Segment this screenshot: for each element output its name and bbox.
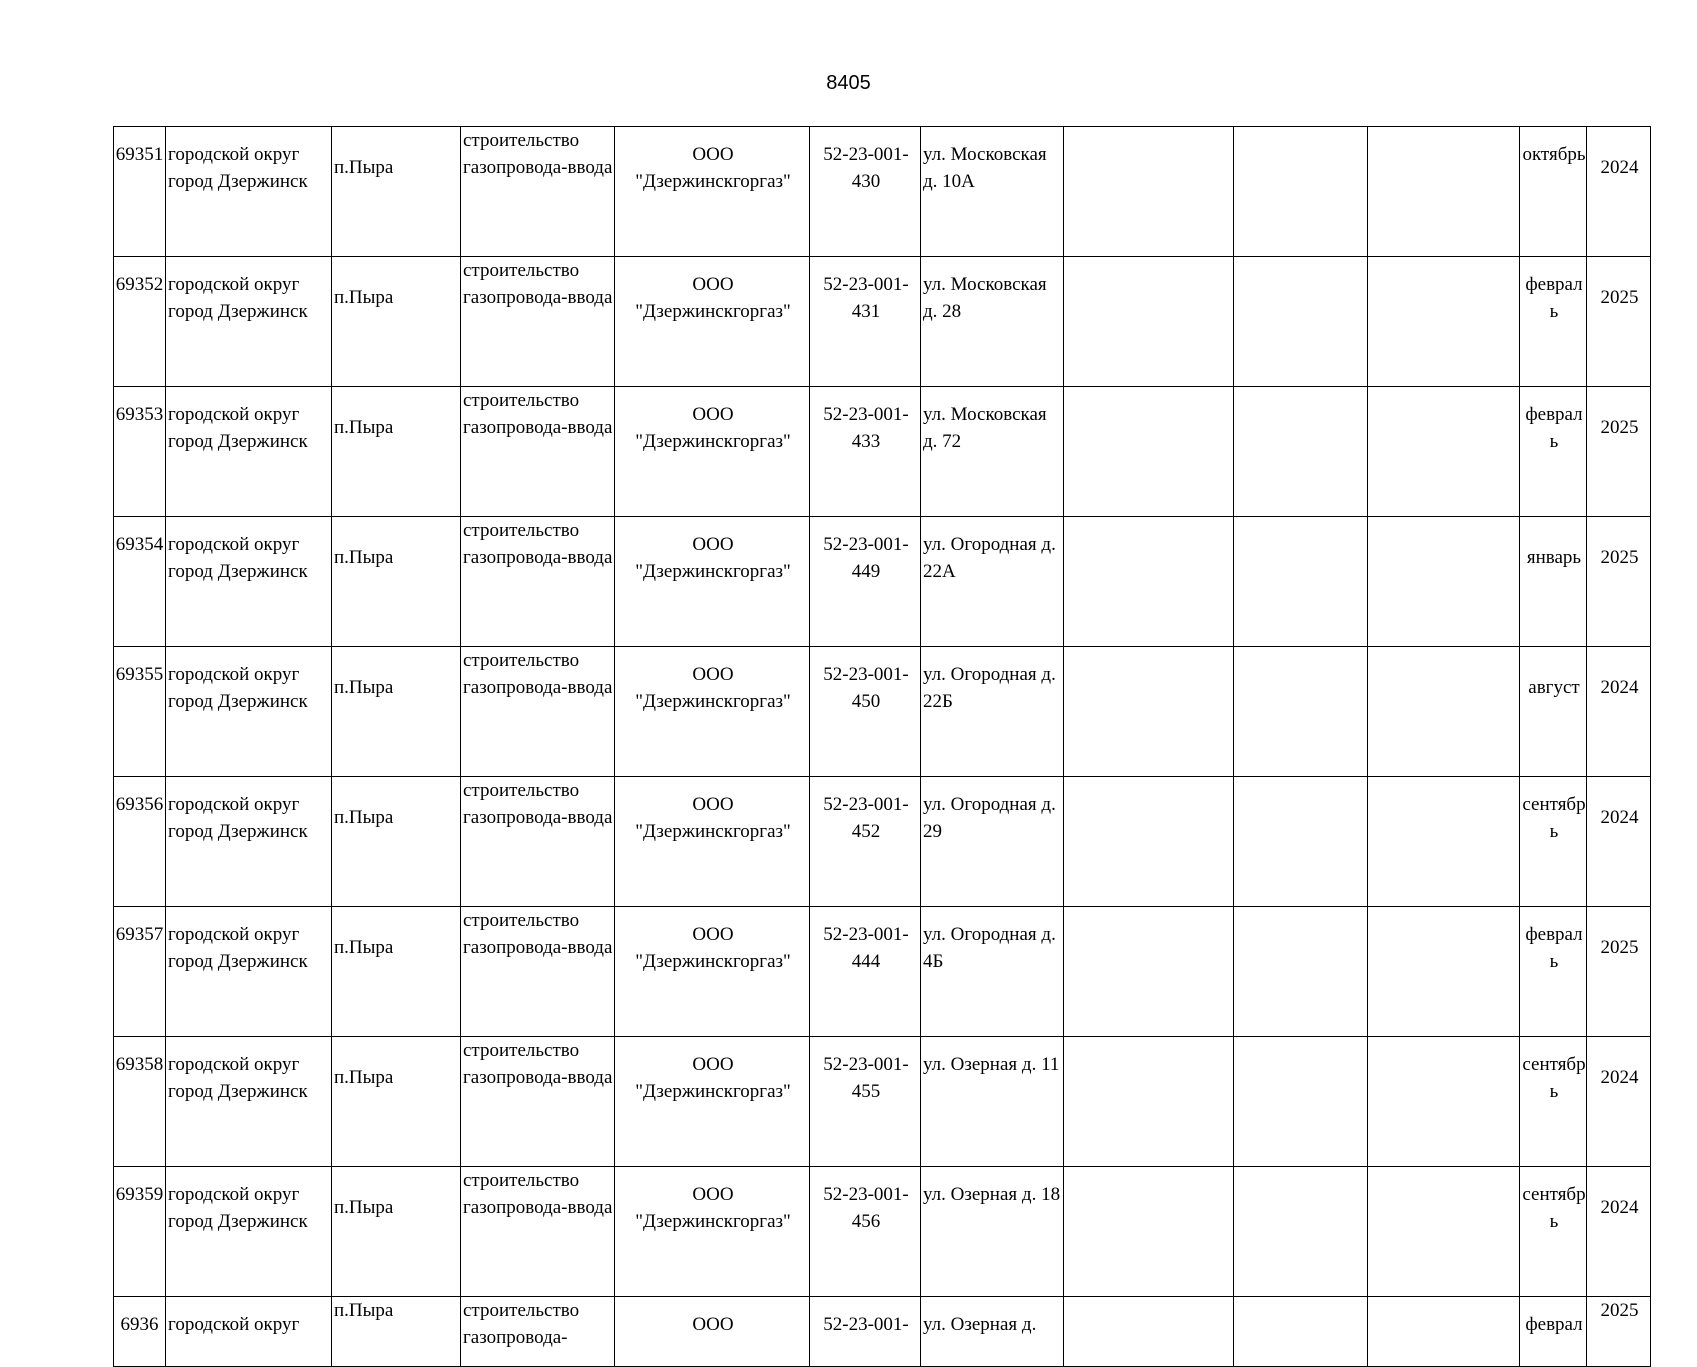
municipality-cell: городской округ город Дзержинск	[166, 257, 332, 387]
organization-name: "Дзержинскгоргаз"	[635, 951, 791, 972]
address-cell: ул. Огородная д. 22А	[921, 517, 1064, 647]
empty-cell	[1368, 777, 1520, 907]
organization-cell	[615, 517, 810, 647]
organization-form: ООО	[692, 794, 734, 815]
table-row	[114, 777, 1651, 907]
work-type-cell: строительство газопровода-ввода	[461, 907, 615, 1037]
table-row	[114, 1297, 1651, 1367]
month-cell: сентябрь	[1520, 777, 1587, 907]
object-code-suffix: 430	[851, 171, 881, 192]
table-row	[114, 647, 1651, 777]
month-cell: сентябрь	[1520, 1037, 1587, 1167]
table-row	[114, 257, 1651, 387]
object-code-prefix: 52-23-001-	[823, 1054, 909, 1075]
month-cell: февраль	[1520, 257, 1587, 387]
row-number: 69359	[114, 1167, 166, 1297]
organization-form: ООО	[692, 1314, 734, 1335]
municipality-cell: городской округ город Дзержинск	[166, 777, 332, 907]
year-cell: 2025	[1587, 907, 1651, 1037]
organization-cell	[615, 127, 810, 257]
table-row	[114, 907, 1651, 1037]
empty-cell	[1234, 907, 1368, 1037]
locality-cell: п.Пыра	[332, 257, 461, 387]
organization-form: ООО	[692, 664, 734, 685]
empty-cell	[1064, 127, 1234, 257]
empty-cell	[1234, 647, 1368, 777]
row-number: 69355	[114, 647, 166, 777]
organization-name: "Дзержинскгоргаз"	[635, 821, 791, 842]
empty-cell	[1368, 257, 1520, 387]
municipality-cell: городской округ город Дзержинск	[166, 387, 332, 517]
object-code-cell	[810, 1037, 921, 1167]
address-cell: ул. Озерная д. 11	[921, 1037, 1064, 1167]
month-cell: август	[1520, 647, 1587, 777]
empty-cell	[1368, 1037, 1520, 1167]
empty-cell	[1234, 517, 1368, 647]
empty-cell	[1064, 1297, 1234, 1367]
empty-cell	[1234, 777, 1368, 907]
organization-cell	[615, 1297, 810, 1367]
locality-cell: п.Пыра	[332, 1167, 461, 1297]
works-table	[113, 126, 1651, 1367]
address-cell: ул. Московская д. 10А	[921, 127, 1064, 257]
empty-cell	[1234, 257, 1368, 387]
address-cell: ул. Московская д. 28	[921, 257, 1064, 387]
empty-cell	[1064, 1167, 1234, 1297]
row-number: 69353	[114, 387, 166, 517]
row-number: 69354	[114, 517, 166, 647]
organization-cell	[615, 777, 810, 907]
object-code-prefix: 52-23-001-	[823, 144, 909, 165]
month-cell: октябрь	[1520, 127, 1587, 257]
municipality-cell: городской округ	[166, 1297, 332, 1367]
municipality-cell: городской округ город Дзержинск	[166, 907, 332, 1037]
work-type-cell: строительство газопровода-ввода	[461, 1167, 615, 1297]
table-row	[114, 1037, 1651, 1167]
year-cell: 2024	[1587, 1167, 1651, 1297]
organization-cell	[615, 1167, 810, 1297]
organization-form: ООО	[692, 924, 734, 945]
object-code-prefix: 52-23-001-	[823, 404, 909, 425]
organization-name: "Дзержинскгоргаз"	[635, 1081, 791, 1102]
organization-name: "Дзержинскгоргаз"	[635, 561, 791, 582]
work-type-cell: строительство газопровода-ввода	[461, 647, 615, 777]
object-code-prefix: 52-23-001-	[823, 924, 909, 945]
month-cell: февраль	[1520, 907, 1587, 1037]
organization-name: "Дзержинскгоргаз"	[635, 1211, 791, 1232]
work-type-cell: строительство газопровода-ввода	[461, 387, 615, 517]
empty-cell	[1064, 907, 1234, 1037]
object-code-cell	[810, 1297, 921, 1367]
organization-form: ООО	[692, 1054, 734, 1075]
organization-name: "Дзержинскгоргаз"	[635, 691, 791, 712]
empty-cell	[1234, 1037, 1368, 1167]
object-code-cell	[810, 1167, 921, 1297]
locality-cell: п.Пыра	[332, 777, 461, 907]
locality-cell: п.Пыра	[332, 1297, 461, 1367]
month-cell: январь	[1520, 517, 1587, 647]
empty-cell	[1064, 1037, 1234, 1167]
object-code-suffix: 456	[851, 1211, 881, 1232]
address-cell: ул. Огородная д. 4Б	[921, 907, 1064, 1037]
organization-form: ООО	[692, 404, 734, 425]
object-code-cell	[810, 517, 921, 647]
object-code-suffix: 444	[851, 951, 881, 972]
locality-cell: п.Пыра	[332, 387, 461, 517]
year-cell: 2024	[1587, 777, 1651, 907]
empty-cell	[1064, 387, 1234, 517]
object-code-suffix: 450	[851, 691, 881, 712]
year-cell: 2024	[1587, 1037, 1651, 1167]
year-cell: 2025	[1587, 1297, 1651, 1367]
empty-cell	[1064, 257, 1234, 387]
locality-cell: п.Пыра	[332, 907, 461, 1037]
empty-cell	[1234, 127, 1368, 257]
table-row	[114, 387, 1651, 517]
object-code-prefix: 52-23-001-	[823, 794, 909, 815]
table-row	[114, 127, 1651, 257]
municipality-cell: городской округ город Дзержинск	[166, 647, 332, 777]
month-cell: февраль	[1520, 387, 1587, 517]
month-cell: сентябрь	[1520, 1167, 1587, 1297]
object-code-suffix: 433	[851, 431, 881, 452]
empty-cell	[1368, 647, 1520, 777]
organization-form: ООО	[692, 144, 734, 165]
address-cell: ул. Озерная д.	[921, 1297, 1064, 1367]
organization-name: "Дзержинскгоргаз"	[635, 171, 791, 192]
work-type-cell: строительство газопровода-ввода	[461, 517, 615, 647]
work-type-cell: строительство газопровода-ввода	[461, 257, 615, 387]
address-cell: ул. Огородная д. 29	[921, 777, 1064, 907]
year-cell: 2024	[1587, 647, 1651, 777]
row-number: 69356	[114, 777, 166, 907]
municipality-cell: городской округ город Дзержинск	[166, 1037, 332, 1167]
empty-cell	[1064, 777, 1234, 907]
organization-form: ООО	[692, 534, 734, 555]
locality-cell: п.Пыра	[332, 127, 461, 257]
row-number: 69352	[114, 257, 166, 387]
row-number: 69357	[114, 907, 166, 1037]
organization-cell	[615, 907, 810, 1037]
month-cell: феврал	[1520, 1297, 1587, 1367]
work-type-cell: строительство газопровода-ввода	[461, 777, 615, 907]
object-code-prefix: 52-23-001-	[823, 1184, 909, 1205]
object-code-cell	[810, 777, 921, 907]
empty-cell	[1234, 1297, 1368, 1367]
empty-cell	[1368, 1297, 1520, 1367]
object-code-prefix: 52-23-001-	[823, 1314, 909, 1335]
empty-cell	[1368, 517, 1520, 647]
empty-cell	[1368, 127, 1520, 257]
year-cell: 2025	[1587, 387, 1651, 517]
organization-form: ООО	[692, 1184, 734, 1205]
object-code-cell	[810, 257, 921, 387]
object-code-suffix: 449	[851, 561, 881, 582]
object-code-suffix: 455	[851, 1081, 881, 1102]
organization-cell	[615, 257, 810, 387]
row-number: 69351	[114, 127, 166, 257]
locality-cell: п.Пыра	[332, 1037, 461, 1167]
work-type-cell: строительство газопровода-	[461, 1297, 615, 1367]
organization-name: "Дзержинскгоргаз"	[635, 431, 791, 452]
year-cell: 2025	[1587, 517, 1651, 647]
object-code-cell	[810, 647, 921, 777]
object-code-cell	[810, 127, 921, 257]
organization-name: "Дзержинскгоргаз"	[635, 301, 791, 322]
municipality-cell: городской округ город Дзержинск	[166, 517, 332, 647]
object-code-cell	[810, 387, 921, 517]
municipality-cell: городской округ город Дзержинск	[166, 127, 332, 257]
empty-cell	[1234, 1167, 1368, 1297]
object-code-prefix: 52-23-001-	[823, 664, 909, 685]
municipality-cell: городской округ город Дзержинск	[166, 1167, 332, 1297]
organization-cell	[615, 1037, 810, 1167]
address-cell: ул. Огородная д. 22Б	[921, 647, 1064, 777]
address-cell: ул. Московская д. 72	[921, 387, 1064, 517]
row-number: 6936	[114, 1297, 166, 1367]
table-row	[114, 1167, 1651, 1297]
empty-cell	[1368, 387, 1520, 517]
empty-cell	[1234, 387, 1368, 517]
page-number: 8405	[826, 72, 871, 94]
table-row	[114, 517, 1651, 647]
organization-cell	[615, 647, 810, 777]
address-cell: ул. Озерная д. 18	[921, 1167, 1064, 1297]
work-type-cell: строительство газопровода-ввода	[461, 1037, 615, 1167]
object-code-suffix: 452	[851, 821, 881, 842]
empty-cell	[1368, 907, 1520, 1037]
work-type-cell: строительство газопровода-ввода	[461, 127, 615, 257]
organization-cell	[615, 387, 810, 517]
locality-cell: п.Пыра	[332, 647, 461, 777]
empty-cell	[1368, 1167, 1520, 1297]
object-code-cell	[810, 907, 921, 1037]
empty-cell	[1064, 647, 1234, 777]
locality-cell: п.Пыра	[332, 517, 461, 647]
year-cell: 2024	[1587, 127, 1651, 257]
year-cell: 2025	[1587, 257, 1651, 387]
object-code-prefix: 52-23-001-	[823, 274, 909, 295]
row-number: 69358	[114, 1037, 166, 1167]
object-code-prefix: 52-23-001-	[823, 534, 909, 555]
empty-cell	[1064, 517, 1234, 647]
organization-form: ООО	[692, 274, 734, 295]
object-code-suffix: 431	[851, 301, 881, 322]
